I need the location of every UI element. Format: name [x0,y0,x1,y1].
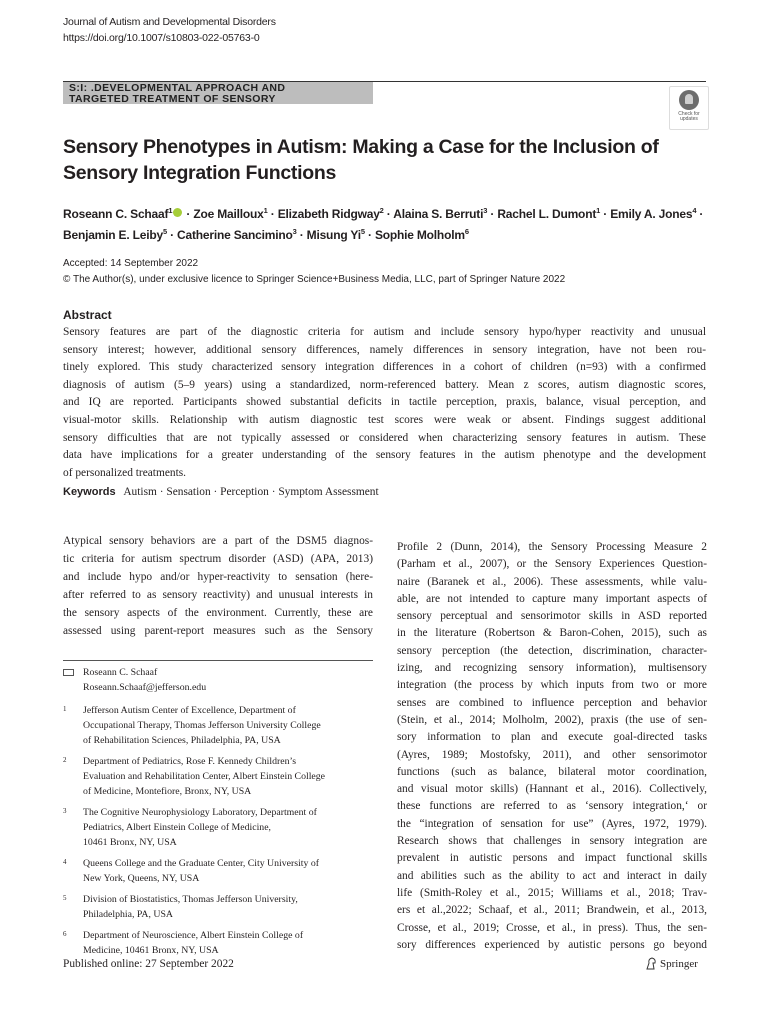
text-line: izing, and recognizing sensory information), multisensory [397,662,707,675]
author-name: Sophie Molholm [374,228,465,242]
affiliation [63,892,373,922]
affiliation-line: of Rehabilitation Sciences, Philadelphia, PA, USA [83,735,281,746]
footnotes [63,665,373,964]
author-name: Zoe Mailloux [193,207,264,221]
affiliation-line: Department of Pediatrics, Rose F. Kennedy Children’s [83,756,297,767]
body-left-column [63,532,373,640]
text-line: and visual motor skills) (Hannant et al., 2016). Collectively, [397,783,707,796]
author[interactable] [63,228,167,242]
author-name: Elizabeth Ridgway [277,207,380,221]
affiliation-line: Philadelphia, PA, USA [83,909,173,920]
author[interactable] [177,228,297,242]
springer-logo [645,957,698,970]
footnote-rule [63,660,373,661]
text-line: data have implications for a greater understanding of the sensory features in the autism phenotype and the development [63,449,706,462]
author[interactable] [278,207,384,221]
author-name: Misung Yi [306,228,361,242]
body-right-column [397,539,707,954]
correspondence [63,665,373,695]
doi-link[interactable]: https://doi.org/10.1007/s10803-022-05763-0 [63,32,260,44]
author-name: Emily A. Jones [610,207,693,221]
text-line: Crosse, et al., 2019; Crosse, et al., in press). Thus, the sen- [397,921,707,934]
affiliation [63,754,373,799]
author-affiliation-number: 1 [168,206,173,215]
copyright: © The Author(s), under exclusive licence to Springer Science+Business Media, LLC, part of Springer Nature 2022 [63,274,566,285]
contact-email[interactable]: Roseann.Schaaf@jefferson.edu [83,682,207,693]
text-line: (Parham et al., 2007), or the Sensory Experiences Question- [397,558,707,571]
affiliation-number: 1 [63,705,67,713]
text-line: Research shows that challenges in sensory integration are [397,835,707,848]
contact-name: Roseann C. Schaaf [83,667,158,678]
text-line: Sensory features are part of the diagnostic criteria for autism and include sensory hypo/hyper reactivity and unusual [63,326,706,338]
text-line: naire (Baranek et al., 2006). These assessments, while valu- [397,575,707,588]
affiliation-line: Division of Biostatistics, Thomas Jefferson University, [83,894,298,905]
section-line: TARGETED TREATMENT OF SENSORY [69,93,276,105]
publisher-name: Springer [660,957,698,970]
author-affiliation-number: 5 [162,227,167,236]
check-for-updates-badge[interactable] [669,86,709,130]
author-affiliation-number: 3 [483,206,488,215]
text-line: functions (such as balance, bilateral motor coordination, [397,765,707,778]
text-line: Atypical sensory behaviors are a part of the DSM5 diagnos- [63,535,373,547]
abstract-body [63,324,706,482]
author[interactable] [63,207,183,221]
author[interactable] [497,207,600,221]
affiliation-line: Pediatrics, Albert Einstein College of Medicine, [83,822,272,833]
text-line: diagnosis of autism (5–9 years) using a standardized, norm-referenced battery. Mean z scores, autism diagnostic scores, [63,378,706,391]
orcid-icon[interactable] [173,208,182,217]
author-name: Benjamin E. Leiby [63,228,163,242]
text-line: integration (the process by which inputs from two or more [397,679,707,692]
text-line: able, are not intended to capture many important aspects of [397,592,707,605]
author[interactable] [393,207,487,221]
affiliation [63,805,373,850]
text-line: and abilities such as the ability to act and interact in daily [397,869,707,882]
affiliation-line: Medicine, 10461 Bronx, NY, USA [83,945,219,956]
affiliation-number: 5 [63,894,67,902]
author-affiliation-number: 6 [464,227,469,236]
affiliation-line: of Medicine, Montefiore, Bronx, NY, USA [83,786,252,797]
affiliation-line: The Cognitive Neurophysiology Laboratory, Department of [83,807,317,818]
affiliation-line: Department of Neuroscience, Albert Einstein College of [83,930,304,941]
section-banner [63,82,373,104]
text-line: visual-motor skills. Relationship with autism diagnostic test scores were weak or absent. Findings suggest additional [63,413,706,426]
text-line: after referred to as sensory reactivity) and unusual interests in [63,589,373,601]
text-line: sensory difficulties that are not typically assessed or considered when characterizing sensory features in autism. These [63,431,706,444]
bookmark-icon [679,90,699,110]
text-line: sensory perception (the detection, discrimination, character- [397,644,707,657]
text-line: tic criteria for autism spectrum disorder (ASD) (APA, 2013) [63,553,373,565]
text-line: the sensory aspects of the environment. Currently, these are [63,607,373,619]
author-name: Alaina S. Berruti [393,207,484,221]
affiliation-line: Evaluation and Rehabilitation Center, Albert Einstein College [83,771,326,782]
affiliation-line: Queens College and the Graduate Center, City University of [83,858,320,869]
envelope-icon [63,669,74,676]
author[interactable] [307,228,365,242]
author-affiliation-number: 3 [292,227,297,236]
text-line: senses are combined to influence perception and behavior [397,696,707,709]
author-affiliation-number: 5 [360,227,365,236]
text-line: assessed using parent-report measures such as the Sensory [63,625,373,637]
text-line: and include hypo and/or hyper-reactivity to sensation (here- [63,571,373,583]
affiliation-number: 4 [63,858,67,866]
affiliation-number: 2 [63,756,67,764]
journal-name: Journal of Autism and Developmental Disorders [63,16,276,28]
text-line: (Ayres, 1989; Mostofsky, 2011), and other sensorimotor [397,748,707,761]
text-line: sory information to plan and execute goal-directed tasks [397,731,707,744]
affiliation [63,928,373,958]
author-affiliation-number: 1 [263,206,268,215]
text-line: ers et al.,2022; Schaaf, et al., 2011; Brandwein, et al., 2013, [397,904,707,917]
title-line: Sensory Integration Functions [63,162,336,184]
author-affiliation-number: 1 [596,206,601,215]
text-line: tinely explored. This study characterized sensory integration differences in a cohort of children (n=93) with a confirmed [63,361,706,374]
accepted-date: Accepted: 14 September 2022 [63,258,199,269]
text-line: sensory interest; however, additional sensory differences, namely differences in sensory integration, have not been rou- [63,343,706,356]
affiliation-line: Jefferson Autism Center of Excellence, Department of [83,705,296,716]
text-line: (Stein, et al., 2014; Molholm, 2002), praxis (the use of sen- [397,713,707,726]
text-line: prevalent in autistic persons and impact functional skills [397,852,707,865]
affiliation-line: 10461 Bronx, NY, USA [83,837,177,848]
section-line: S:I: .DEVELOPMENTAL APPROACH AND [69,82,286,94]
abstract-heading: Abstract [63,308,112,322]
article-meta [63,256,565,288]
text-line: in the literature (Robertson & Baron-Cohen, 2015), such as [397,627,707,640]
author-name: Roseann C. Schaaf [63,207,169,221]
affiliation-line: New York, Queens, NY, USA [83,873,200,884]
keywords [63,486,379,498]
affiliation-number: 6 [63,930,67,938]
badge-text: Check for [678,111,700,117]
keywords-text: Autism · Sensation · Perception · Symptom Assessment [123,486,379,498]
text-line: life (Smith-Roley et al., 2015; Williams et al., 2018; Trav- [397,886,707,899]
author[interactable] [375,228,469,242]
published-date: Published online: 27 September 2022 [63,958,234,970]
affiliation-number: 3 [63,807,67,815]
text-line: the “integration of sensation for use” (Ayres, 1972, 1979). [397,817,707,830]
author-list: Roseann C. Schaaf$^1$ · Zoe Mailloux$^1$ · Elizabeth Ridgway$^2$ · Alaina S. Berruti$^3$ · Rachel L. Dumont$^1$ · Emily A. Jones$^4$ · Benjamin E. Leiby$^5$ · Catherine Sancimino$^3$ · Misung $Yi^5$ · Sophie Molholm$^6$ [63,206,704,242]
text-line: and IQ are reported. Participants showed substantial deficits in tactile perception, praxis, balance, visual perception, and [63,396,706,409]
author-name: Catherine Sancimino [177,228,293,242]
text-line: sory differences experienced by autistic persons go beyond [397,938,707,951]
text-line: these functions are referred to as ‘sensory integration,‘ or [397,800,707,813]
badge-text: updates [680,116,698,122]
text-line: sensory perceptual and sensorimotor skills in ASD reported [397,610,707,623]
affiliation [63,703,373,748]
article-title [63,134,713,186]
springer-horse-icon [645,957,657,970]
author-name: Rachel L. Dumont [497,207,597,221]
text-line: Profile 2 (Dunn, 2014), the Sensory Processing Measure 2 [397,541,707,553]
author-affiliation-number: 4 [692,206,697,215]
affiliation-line: Occupational Therapy, Thomas Jefferson University College [83,720,321,731]
keywords-label: Keywords [63,486,116,498]
text-line: of personalized treatments. [63,466,187,479]
author-affiliation-number: 2 [379,206,384,215]
title-line: Sensory Phenotypes in Autism: Making a Case for the Inclusion of [63,136,659,158]
author[interactable] [610,207,696,221]
author[interactable] [193,207,267,221]
journal-header [63,14,276,46]
affiliation [63,856,373,886]
